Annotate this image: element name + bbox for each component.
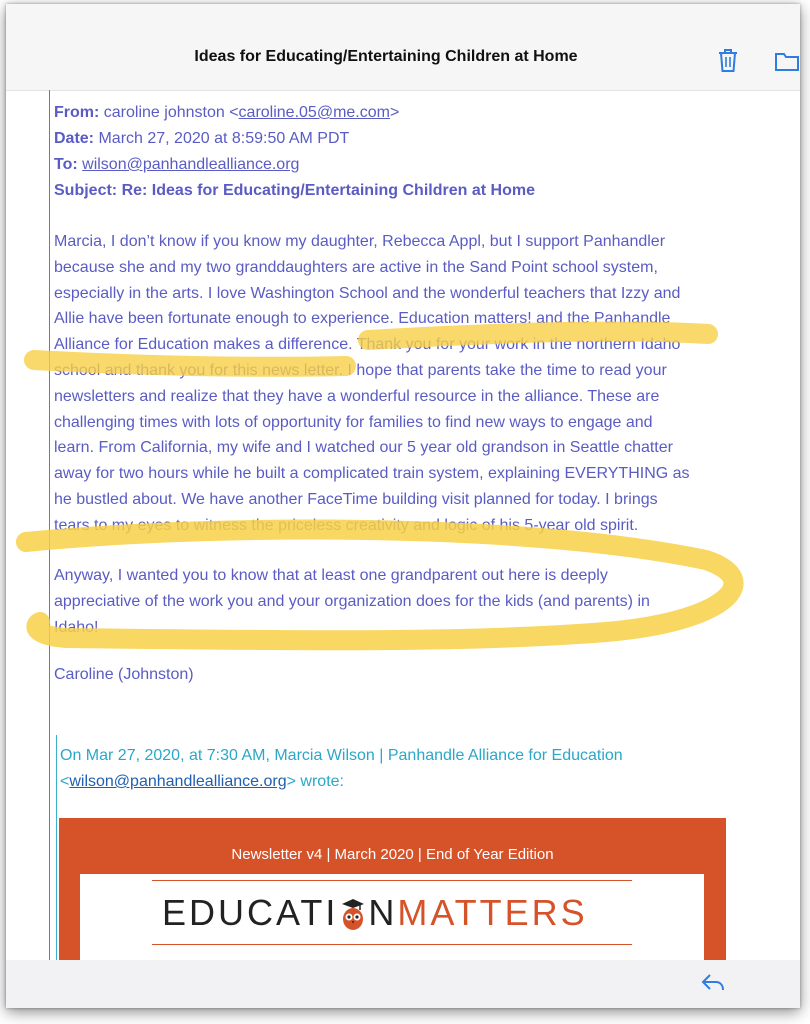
body-line: tears to my eyes to witness the priceless creativity and logic of his 5-year old spirit. <box>54 516 639 534</box>
logo-o-n: N <box>368 892 398 933</box>
message-content <box>6 90 800 960</box>
nested-quote-bar <box>56 735 57 960</box>
body-line: school and thank you for this news letter. I hope that parents take the time to read your <box>54 361 667 379</box>
newsletter-banner <box>59 818 726 960</box>
to-email-link[interactable]: wilson@panhandlealliance.org <box>82 156 300 173</box>
body-line: Alliance for Education makes a difference. Thank you for your work in the northern Idaho <box>54 336 681 354</box>
logo-matters: MATTERS <box>397 892 588 933</box>
quoted-email-link[interactable]: wilson@panhandlealliance.org <box>69 773 287 790</box>
from-close: > <box>389 104 400 121</box>
education-matters-logo <box>162 892 588 934</box>
quote-bar <box>49 90 50 960</box>
signature: Caroline (Johnston) <box>54 666 194 683</box>
subject-label: Subject: <box>54 182 118 199</box>
quoted-close: > wrote: <box>286 773 344 790</box>
body-line: away for two hours while he built a complicated train system, explaining EVERYTHING as <box>54 465 690 483</box>
to-label: To: <box>54 156 78 173</box>
trash-icon[interactable] <box>716 47 740 73</box>
body-line: he bustled about. We have another FaceTime building visit planned for today. I brings <box>54 490 658 508</box>
from-label: From: <box>54 104 100 121</box>
newsletter-rule-bottom <box>152 944 632 945</box>
from-name: caroline johnston < <box>103 104 239 121</box>
from-row <box>54 100 399 126</box>
quoted-open: < <box>60 773 70 790</box>
screenshot-frame <box>6 4 800 1008</box>
body-line: Marcia, I don’t know if you know my daughter, Rebecca Appl, but I support Panhandler <box>54 233 666 250</box>
date-label: Date: <box>54 130 95 147</box>
folder-icon[interactable] <box>774 50 800 72</box>
newsletter-header: Newsletter v4 | March 2020 | End of Year Edition <box>231 846 554 863</box>
mail-navbar <box>6 4 800 91</box>
body-line: learn. From California, my wife and I watched our 5 year old grandson in Seattle chatter <box>54 439 673 457</box>
body-line: newsletters and realize that they have a wonderful resource in the alliance. These are <box>54 387 660 405</box>
date-row <box>54 126 349 152</box>
body-line: especially in the arts. I love Washington School and the wonderful teachers that Izzy and <box>54 284 681 302</box>
date-value: March 27, 2020 at 8:59:50 AM PDT <box>98 130 350 147</box>
newsletter-rule-top <box>152 880 632 881</box>
body-line: Anyway, I wanted you to know that at least one grandparent out here is deeply <box>54 567 608 584</box>
from-email-link[interactable]: caroline.05@me.com <box>238 104 390 121</box>
body-line: Allie have been fortunate enough to experience. Education matters! and the Panhandle <box>54 310 671 328</box>
owl-icon <box>339 897 367 931</box>
to-row <box>54 152 299 178</box>
body-line: challenging times with lots of opportunity for families to find new ways to engage and <box>54 413 653 431</box>
body-line: Idaho! <box>54 618 99 636</box>
newsletter-card <box>80 874 704 960</box>
subject-row <box>54 178 535 204</box>
quoted-attribution-email-row <box>60 773 344 791</box>
reply-icon[interactable] <box>700 972 726 992</box>
bottom-toolbar <box>6 960 800 1008</box>
body-line: appreciative of the work you and your organization does for the kids (and parents) in <box>54 592 650 610</box>
body-line: because she and my two granddaughters are active in the Sand Point school system, <box>54 258 658 276</box>
quoted-attribution: On Mar 27, 2020, at 7:30 AM, Marcia Wilson | Panhandle Alliance for Education <box>60 747 623 764</box>
logo-education: EDUCATI <box>162 892 339 933</box>
message-title: Ideas for Educating/Entertaining Children at Home <box>194 48 578 65</box>
subject-value: Re: Ideas for Educating/Entertaining Children at Home <box>121 182 535 199</box>
closing-paragraph <box>54 563 734 640</box>
message-body <box>54 229 734 539</box>
